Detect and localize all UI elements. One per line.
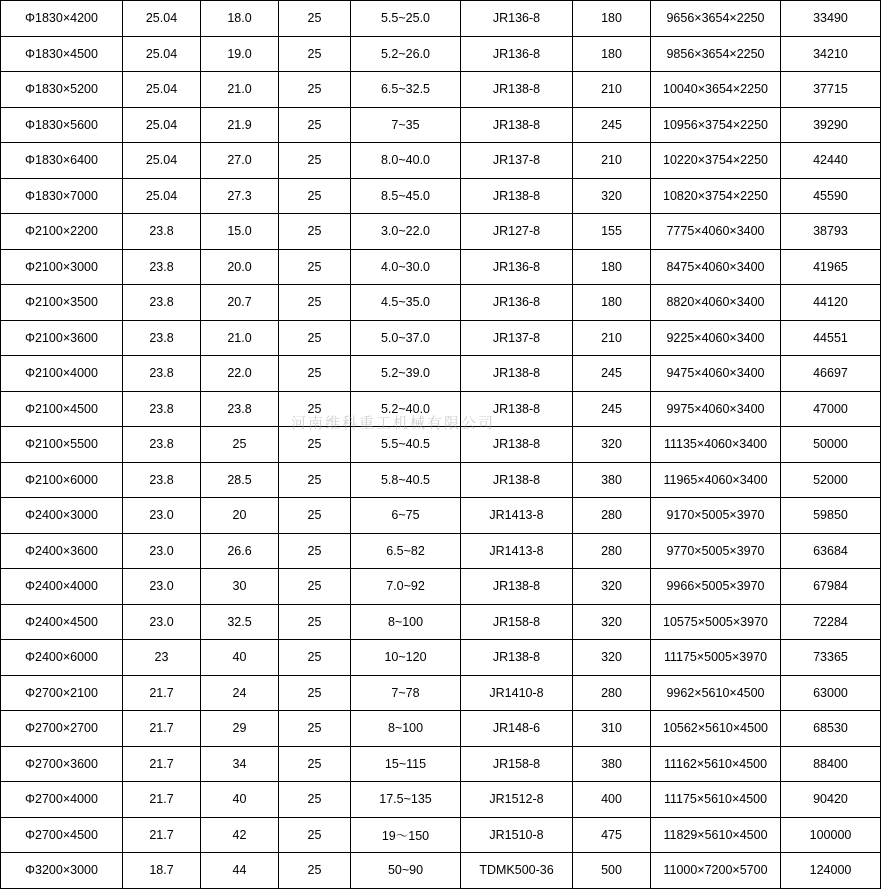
table-cell-motor_model: JR138-8 — [461, 462, 573, 498]
table-cell-motor_model: JR138-8 — [461, 391, 573, 427]
table-cell-output_size: 3.0~22.0 — [351, 214, 461, 250]
table-cell-weight: 67984 — [781, 569, 881, 605]
table-cell-dimensions: 9856×3654×2250 — [651, 36, 781, 72]
table-cell-capacity: 24 — [201, 675, 279, 711]
table-cell-capacity: 22.0 — [201, 356, 279, 392]
table-cell-output_size: 7~35 — [351, 107, 461, 143]
table-cell-motor_model: JR136-8 — [461, 36, 573, 72]
table-cell-capacity: 21.9 — [201, 107, 279, 143]
table-row — [1, 249, 881, 285]
table-cell-specification: Φ2100×6000 — [1, 462, 123, 498]
table-cell-motor_model: JR136-8 — [461, 1, 573, 37]
table-cell-feed_size: 25 — [279, 214, 351, 250]
table-cell-speed: 25.04 — [123, 36, 201, 72]
table-cell-specification: Φ1830×7000 — [1, 178, 123, 214]
table-cell-capacity: 34 — [201, 746, 279, 782]
table-cell-feed_size: 25 — [279, 143, 351, 179]
table-cell-dimensions: 11175×5005×3970 — [651, 640, 781, 676]
table-cell-dimensions: 10820×3754×2250 — [651, 178, 781, 214]
table-cell-specification: Φ1830×5200 — [1, 72, 123, 108]
table-cell-weight: 39290 — [781, 107, 881, 143]
table-cell-dimensions: 9170×5005×3970 — [651, 498, 781, 534]
table-cell-capacity: 20.0 — [201, 249, 279, 285]
table-row — [1, 72, 881, 108]
table-cell-weight: 90420 — [781, 782, 881, 818]
table-row — [1, 533, 881, 569]
table-cell-dimensions: 7775×4060×3400 — [651, 214, 781, 250]
table-cell-dimensions: 9975×4060×3400 — [651, 391, 781, 427]
table-cell-capacity: 30 — [201, 569, 279, 605]
table-cell-capacity: 20.7 — [201, 285, 279, 321]
table-cell-motor_model: JR136-8 — [461, 285, 573, 321]
table-cell-feed_size: 25 — [279, 72, 351, 108]
table-cell-specification: Φ2700×4000 — [1, 782, 123, 818]
table-cell-power: 320 — [573, 569, 651, 605]
table-cell-feed_size: 25 — [279, 498, 351, 534]
table-cell-dimensions: 8820×4060×3400 — [651, 285, 781, 321]
table-row — [1, 498, 881, 534]
table-cell-specification: Φ2400×3600 — [1, 533, 123, 569]
table-cell-feed_size: 25 — [279, 1, 351, 37]
table-cell-weight: 59850 — [781, 498, 881, 534]
table-cell-output_size: 19～150 — [351, 817, 461, 853]
table-row — [1, 391, 881, 427]
table-row — [1, 214, 881, 250]
table-cell-speed: 25.04 — [123, 107, 201, 143]
table-cell-output_size: 8~100 — [351, 711, 461, 747]
table-cell-weight: 68530 — [781, 711, 881, 747]
table-cell-power: 320 — [573, 604, 651, 640]
table-cell-output_size: 8.0~40.0 — [351, 143, 461, 179]
table-cell-speed: 21.7 — [123, 711, 201, 747]
table-cell-dimensions: 9475×4060×3400 — [651, 356, 781, 392]
table-row — [1, 569, 881, 605]
table-cell-power: 155 — [573, 214, 651, 250]
table-cell-feed_size: 25 — [279, 782, 351, 818]
table-row — [1, 711, 881, 747]
table-cell-feed_size: 25 — [279, 604, 351, 640]
table-cell-feed_size: 25 — [279, 427, 351, 463]
table-cell-power: 310 — [573, 711, 651, 747]
table-row — [1, 107, 881, 143]
table-cell-dimensions: 10575×5005×3970 — [651, 604, 781, 640]
table-cell-speed: 23.8 — [123, 320, 201, 356]
table-cell-capacity: 29 — [201, 711, 279, 747]
table-cell-speed: 21.7 — [123, 675, 201, 711]
table-cell-weight: 44551 — [781, 320, 881, 356]
table-cell-feed_size: 25 — [279, 569, 351, 605]
table-cell-capacity: 25 — [201, 427, 279, 463]
table-cell-motor_model: JR137-8 — [461, 143, 573, 179]
table-cell-speed: 23 — [123, 640, 201, 676]
table-cell-output_size: 5.8~40.5 — [351, 462, 461, 498]
table-cell-speed: 23.8 — [123, 285, 201, 321]
table-cell-capacity: 28.5 — [201, 462, 279, 498]
table-cell-weight: 47000 — [781, 391, 881, 427]
table-cell-motor_model: JR127-8 — [461, 214, 573, 250]
table-cell-specification: Φ2400×3000 — [1, 498, 123, 534]
table-cell-output_size: 4.5~35.0 — [351, 285, 461, 321]
table-cell-specification: Φ2400×6000 — [1, 640, 123, 676]
table-cell-speed: 21.7 — [123, 746, 201, 782]
table-cell-motor_model: TDMK500-36 — [461, 853, 573, 889]
table-cell-output_size: 6.5~32.5 — [351, 72, 461, 108]
table-cell-power: 475 — [573, 817, 651, 853]
table-cell-dimensions: 11135×4060×3400 — [651, 427, 781, 463]
table-cell-speed: 25.04 — [123, 143, 201, 179]
table-cell-speed: 23.8 — [123, 427, 201, 463]
table-cell-weight: 46697 — [781, 356, 881, 392]
table-cell-weight: 72284 — [781, 604, 881, 640]
table-cell-specification: Φ2400×4500 — [1, 604, 123, 640]
watermark-text: 河南维科重工机械有限公司 — [290, 414, 495, 432]
table-cell-specification: Φ1830×5600 — [1, 107, 123, 143]
table-row — [1, 640, 881, 676]
table-cell-power: 245 — [573, 107, 651, 143]
table-cell-output_size: 15~115 — [351, 746, 461, 782]
table-cell-power: 180 — [573, 1, 651, 37]
table-cell-weight: 63684 — [781, 533, 881, 569]
table-cell-capacity: 40 — [201, 782, 279, 818]
table-cell-motor_model: JR138-8 — [461, 72, 573, 108]
table-cell-dimensions: 9656×3654×2250 — [651, 1, 781, 37]
table-cell-speed: 23.0 — [123, 533, 201, 569]
table-cell-power: 180 — [573, 36, 651, 72]
table-cell-specification: Φ1830×4500 — [1, 36, 123, 72]
table-cell-power: 245 — [573, 356, 651, 392]
table-cell-power: 245 — [573, 391, 651, 427]
table-cell-power: 500 — [573, 853, 651, 889]
table-cell-weight: 42440 — [781, 143, 881, 179]
table-cell-weight: 63000 — [781, 675, 881, 711]
table-cell-speed: 23.0 — [123, 569, 201, 605]
table-cell-motor_model: JR1413-8 — [461, 498, 573, 534]
table-cell-motor_model: JR1410-8 — [461, 675, 573, 711]
table-cell-feed_size: 25 — [279, 320, 351, 356]
table-cell-specification: Φ2700×4500 — [1, 817, 123, 853]
table-cell-specification: Φ2100×3000 — [1, 249, 123, 285]
table-row — [1, 427, 881, 463]
table-row — [1, 356, 881, 392]
table-cell-output_size: 5.5~25.0 — [351, 1, 461, 37]
table-cell-weight: 37715 — [781, 72, 881, 108]
table-row — [1, 853, 881, 889]
table-row — [1, 178, 881, 214]
table-cell-feed_size: 25 — [279, 36, 351, 72]
table-cell-speed: 23.8 — [123, 391, 201, 427]
table-cell-dimensions: 11000×7200×5700 — [651, 853, 781, 889]
table-cell-dimensions: 9770×5005×3970 — [651, 533, 781, 569]
table-cell-output_size: 6~75 — [351, 498, 461, 534]
table-cell-speed: 21.7 — [123, 817, 201, 853]
table-cell-feed_size: 25 — [279, 675, 351, 711]
table-cell-output_size: 8.5~45.0 — [351, 178, 461, 214]
table-cell-dimensions: 11175×5610×4500 — [651, 782, 781, 818]
table-cell-weight: 52000 — [781, 462, 881, 498]
table-cell-weight: 33490 — [781, 1, 881, 37]
table-cell-power: 380 — [573, 462, 651, 498]
table-cell-output_size: 50~90 — [351, 853, 461, 889]
table-cell-output_size: 8~100 — [351, 604, 461, 640]
table-cell-weight: 44120 — [781, 285, 881, 321]
table-row — [1, 817, 881, 853]
table-cell-capacity: 32.5 — [201, 604, 279, 640]
table-cell-speed: 18.7 — [123, 853, 201, 889]
table-cell-output_size: 5.2~26.0 — [351, 36, 461, 72]
table-cell-feed_size: 25 — [279, 285, 351, 321]
table-cell-motor_model: JR138-8 — [461, 640, 573, 676]
table-cell-output_size: 7.0~92 — [351, 569, 461, 605]
table-cell-speed: 25.04 — [123, 72, 201, 108]
table-cell-speed: 23.0 — [123, 498, 201, 534]
table-row — [1, 285, 881, 321]
table-cell-motor_model: JR138-8 — [461, 427, 573, 463]
table-cell-capacity: 18.0 — [201, 1, 279, 37]
table-cell-power: 280 — [573, 533, 651, 569]
table-cell-speed: 23.0 — [123, 604, 201, 640]
table-cell-power: 380 — [573, 746, 651, 782]
table-cell-weight: 45590 — [781, 178, 881, 214]
table-cell-dimensions: 10562×5610×4500 — [651, 711, 781, 747]
table-cell-speed: 23.8 — [123, 249, 201, 285]
table-cell-feed_size: 25 — [279, 462, 351, 498]
table-cell-dimensions: 11162×5610×4500 — [651, 746, 781, 782]
table-cell-motor_model: JR137-8 — [461, 320, 573, 356]
table-cell-output_size: 5.2~39.0 — [351, 356, 461, 392]
table-cell-dimensions: 9225×4060×3400 — [651, 320, 781, 356]
table-row — [1, 1, 881, 37]
table-row — [1, 746, 881, 782]
table-cell-motor_model: JR1510-8 — [461, 817, 573, 853]
table-cell-dimensions: 9966×5005×3970 — [651, 569, 781, 605]
table-cell-specification: Φ2700×2100 — [1, 675, 123, 711]
table-cell-capacity: 42 — [201, 817, 279, 853]
table-cell-motor_model: JR148-6 — [461, 711, 573, 747]
table-cell-capacity: 21.0 — [201, 72, 279, 108]
table-cell-dimensions: 8475×4060×3400 — [651, 249, 781, 285]
table-cell-dimensions: 10220×3754×2250 — [651, 143, 781, 179]
table-cell-specification: Φ1830×4200 — [1, 1, 123, 37]
table-cell-feed_size: 25 — [279, 178, 351, 214]
table-cell-output_size: 5.0~37.0 — [351, 320, 461, 356]
table-cell-speed: 25.04 — [123, 1, 201, 37]
table-cell-motor_model: JR136-8 — [461, 249, 573, 285]
table-cell-specification: Φ2100×3500 — [1, 285, 123, 321]
table-cell-power: 180 — [573, 249, 651, 285]
table-cell-capacity: 19.0 — [201, 36, 279, 72]
table-cell-dimensions: 10040×3654×2250 — [651, 72, 781, 108]
table-cell-speed: 25.04 — [123, 178, 201, 214]
table-cell-feed_size: 25 — [279, 533, 351, 569]
table-cell-motor_model: JR138-8 — [461, 107, 573, 143]
table-cell-dimensions: 9962×5610×4500 — [651, 675, 781, 711]
table-cell-speed: 23.8 — [123, 214, 201, 250]
table-row — [1, 604, 881, 640]
table-cell-power: 280 — [573, 675, 651, 711]
table-cell-capacity: 40 — [201, 640, 279, 676]
table-cell-dimensions: 11965×4060×3400 — [651, 462, 781, 498]
table-row — [1, 462, 881, 498]
table-cell-dimensions: 10956×3754×2250 — [651, 107, 781, 143]
table-cell-capacity: 27.0 — [201, 143, 279, 179]
table-cell-specification: Φ1830×6400 — [1, 143, 123, 179]
spec-table-body — [1, 1, 881, 889]
table-cell-feed_size: 25 — [279, 817, 351, 853]
table-cell-power: 180 — [573, 285, 651, 321]
table-cell-output_size: 5.5~40.5 — [351, 427, 461, 463]
table-cell-specification: Φ2700×2700 — [1, 711, 123, 747]
table-cell-specification: Φ2400×4000 — [1, 569, 123, 605]
table-cell-power: 280 — [573, 498, 651, 534]
table-cell-specification: Φ2100×3600 — [1, 320, 123, 356]
table-cell-motor_model: JR138-8 — [461, 356, 573, 392]
table-cell-specification: Φ2100×5500 — [1, 427, 123, 463]
table-cell-specification: Φ3200×3000 — [1, 853, 123, 889]
table-cell-weight: 73365 — [781, 640, 881, 676]
table-cell-output_size: 10~120 — [351, 640, 461, 676]
table-cell-power: 210 — [573, 320, 651, 356]
table-row — [1, 320, 881, 356]
table-cell-output_size: 7~78 — [351, 675, 461, 711]
table-cell-capacity: 27.3 — [201, 178, 279, 214]
table-cell-speed: 23.8 — [123, 462, 201, 498]
table-cell-specification: Φ2100×2200 — [1, 214, 123, 250]
table-cell-feed_size: 25 — [279, 640, 351, 676]
table-cell-feed_size: 25 — [279, 746, 351, 782]
table-cell-specification: Φ2100×4500 — [1, 391, 123, 427]
table-cell-weight: 38793 — [781, 214, 881, 250]
table-cell-weight: 50000 — [781, 427, 881, 463]
table-row — [1, 675, 881, 711]
table-cell-power: 400 — [573, 782, 651, 818]
table-row — [1, 782, 881, 818]
table-cell-dimensions: 11829×5610×4500 — [651, 817, 781, 853]
table-cell-power: 320 — [573, 178, 651, 214]
table-cell-power: 320 — [573, 640, 651, 676]
table-cell-power: 210 — [573, 72, 651, 108]
table-cell-capacity: 44 — [201, 853, 279, 889]
table-cell-specification: Φ2100×4000 — [1, 356, 123, 392]
table-cell-feed_size: 25 — [279, 249, 351, 285]
table-cell-speed: 23.8 — [123, 356, 201, 392]
table-cell-output_size: 6.5~82 — [351, 533, 461, 569]
table-cell-feed_size: 25 — [279, 107, 351, 143]
table-cell-weight: 41965 — [781, 249, 881, 285]
table-cell-capacity: 26.6 — [201, 533, 279, 569]
table-cell-capacity: 15.0 — [201, 214, 279, 250]
table-cell-specification: Φ2700×3600 — [1, 746, 123, 782]
table-row — [1, 36, 881, 72]
table-cell-motor_model: JR1512-8 — [461, 782, 573, 818]
table-cell-feed_size: 25 — [279, 853, 351, 889]
table-cell-feed_size: 25 — [279, 391, 351, 427]
table-cell-capacity: 21.0 — [201, 320, 279, 356]
table-cell-weight: 100000 — [781, 817, 881, 853]
table-cell-weight: 34210 — [781, 36, 881, 72]
table-cell-motor_model: JR138-8 — [461, 178, 573, 214]
table-cell-power: 210 — [573, 143, 651, 179]
table-cell-output_size: 4.0~30.0 — [351, 249, 461, 285]
table-cell-power: 320 — [573, 427, 651, 463]
table-cell-weight: 88400 — [781, 746, 881, 782]
table-cell-capacity: 23.8 — [201, 391, 279, 427]
table-cell-output_size: 17.5~135 — [351, 782, 461, 818]
table-cell-motor_model: JR158-8 — [461, 604, 573, 640]
table-cell-feed_size: 25 — [279, 711, 351, 747]
table-cell-motor_model: JR1413-8 — [461, 533, 573, 569]
table-row — [1, 143, 881, 179]
table-cell-motor_model: JR138-8 — [461, 569, 573, 605]
table-cell-weight: 124000 — [781, 853, 881, 889]
table-cell-motor_model: JR158-8 — [461, 746, 573, 782]
table-cell-output_size: 5.2~40.0 — [351, 391, 461, 427]
table-cell-capacity: 20 — [201, 498, 279, 534]
table-cell-feed_size: 25 — [279, 356, 351, 392]
table-cell-speed: 21.7 — [123, 782, 201, 818]
